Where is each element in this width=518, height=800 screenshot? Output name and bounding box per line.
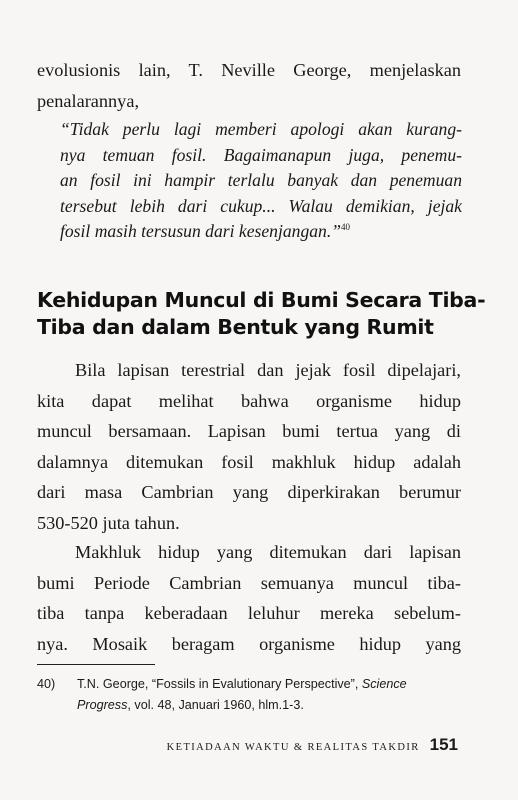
page-footer — [167, 735, 458, 755]
p1-line-5: dari masa Cambrian yang diperkirakan berumur — [37, 482, 461, 502]
quote-line-4: tersebut lebih dari cukup... Walau demikian, jejak — [60, 195, 462, 216]
quote-line-5 — [60, 219, 462, 245]
running-head: KETIADAAN WAKTU & REALITAS TAKDIR — [166, 742, 420, 753]
footnote-line-2 — [77, 695, 304, 716]
p1-line-4: dalamnya ditemukan fosil makhluk hidup adalah — [37, 451, 461, 472]
footnote-journal-part-2: Progress — [77, 697, 128, 712]
p2-line-4: nya. Mosaik beragam organisme hidup yang — [37, 633, 461, 654]
p2-line-2: bumi Periode Cambrian semuanya muncul tiba- — [37, 572, 461, 593]
footnote-reference: 40 — [341, 222, 351, 233]
p1-line-6: 530-520 juta tahun. — [37, 512, 180, 533]
intro-line-1: evolusionis lain, T. Neville George, menjelaskan — [37, 60, 461, 80]
p2-line-3: tiba tanpa keberadaan leluhur mereka sebelum- — [37, 603, 461, 623]
footnote-volume-text: , vol. 48, Januari 1960, hlm.1-3. — [127, 697, 304, 712]
heading-line-1: Kehidupan Muncul di Bumi Secara Tiba- — [37, 288, 486, 312]
p1-line-3: muncul bersamaan. Lapisan bumi tertua yang di — [37, 421, 461, 441]
footnote-citation-text: T.N. George, “Fossils in Evalutionary Perspective”, — [77, 677, 362, 691]
quote-line-3: an fosil ini hampir terlalu banyak dan penemuan — [60, 170, 462, 191]
section-heading — [37, 287, 486, 341]
block-quote — [60, 117, 462, 245]
p1-line-1: Bila lapisan terestrial dan jejak fosil dipelajari, — [75, 360, 461, 380]
heading-line-2: Tiba dan dalam Bentuk yang Rumit — [37, 315, 434, 339]
quote-line-5-text: fosil masih tersusun dari kesenjangan.” — [60, 221, 342, 242]
footnote-divider — [37, 664, 155, 665]
page-number: 151 — [429, 735, 458, 754]
intro-paragraph — [37, 55, 461, 116]
intro-line-2: penalarannya, — [37, 90, 140, 111]
quote-line-2: nya temuan fosil. Bagaimanapun juga, penemu- — [60, 144, 462, 165]
body-paragraph-2 — [37, 537, 461, 659]
p2-line-1: Makhluk hidup yang ditemukan dari lapisan — [75, 542, 461, 562]
footnote-line-1 — [77, 674, 463, 695]
quote-line-1: “Tidak perlu lagi memberi apologi akan kurang- — [60, 119, 462, 139]
footnote-journal-part-1: Science — [361, 677, 407, 691]
p1-line-2: kita dapat melihat bahwa organisme hidup — [37, 390, 461, 411]
body-paragraph-1 — [37, 355, 461, 538]
footnote-number: 40) — [37, 677, 56, 691]
